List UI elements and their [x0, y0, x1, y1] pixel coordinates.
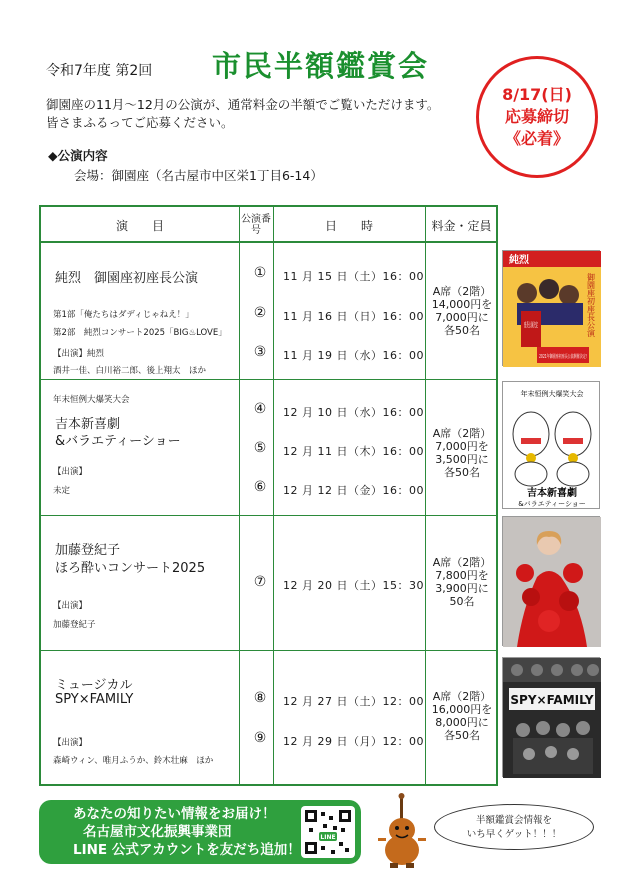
show-date: 12 月 27 日（土）12：00 [283, 695, 424, 708]
price-info: A席（2階） 7,000円を 3,500円に 各50名 [432, 427, 492, 479]
event-edition: 令和7年度 第2回 [46, 63, 153, 79]
show-number: ⑥ [253, 479, 267, 495]
poster2-top: 年末恒例大爆笑大会 [520, 390, 584, 398]
show-number: ⑧ [253, 690, 267, 706]
show-number: ③ [253, 344, 267, 360]
qr-label: LINE [320, 834, 336, 841]
banner-line-2: 名古屋市文化振興事業団 [83, 824, 232, 840]
speech-bubble: 半額鑑賞会情報を いち早くゲット！！！ [434, 804, 594, 850]
poster-kato-art [503, 517, 601, 647]
show-date: 11 月 15 日（土）16：00 [283, 270, 424, 283]
poster-spyfamily-art [503, 658, 601, 778]
show-date: 12 月 11 日（木）16：00 [283, 445, 424, 458]
deadline-note: 《必着》 [504, 129, 569, 148]
show-number: ① [253, 265, 267, 281]
poster2-name: 吉本新喜劇 [527, 488, 577, 499]
poster-yoshimoto [502, 381, 600, 509]
banner-line-3: LINE 公式アカウントを友だち追加！ [73, 842, 301, 858]
program-title: 純烈 御園座初座長公演 [55, 271, 199, 286]
col-datetime: 日 時 [324, 218, 373, 233]
poster1-brand: 純烈 [509, 255, 529, 266]
table-header [41, 207, 496, 243]
qr-code-icon [301, 806, 355, 858]
show-date: 12 月 12 日（金）16：00 [283, 484, 424, 497]
program-title: ミュージカル [55, 678, 133, 693]
program-title: 吉本新喜劇 [55, 417, 121, 432]
bass-mascot-icon [374, 790, 430, 870]
venue-info: 会場：御園座（名古屋市中区栄1丁目6-14） [74, 168, 323, 183]
show-date: 11 月 19 日（水）16：00 [283, 349, 424, 362]
qr-code[interactable] [301, 806, 355, 858]
program-table [39, 205, 498, 786]
poster1-note: 2021年御園座初座長公演開催決定! [539, 354, 619, 360]
poster1-side: 御園座初座長公演 [586, 273, 596, 337]
poster-kato [502, 516, 600, 646]
col-number: 公演番号 [241, 214, 271, 236]
show-date: 12 月 10 日（水）16：00 [283, 406, 424, 419]
poster2-sub: &バラエティーショー [518, 500, 586, 508]
show-number: ⑨ [253, 730, 267, 746]
poster-yoshimoto-art [503, 382, 601, 510]
poster-spyfamily [502, 657, 600, 777]
price-info: A席（2階） 14,000円を 7,000円に 各50名 [431, 285, 493, 337]
deadline-label: 応募締切 [504, 107, 569, 126]
price-info: A席（2階） 7,800円を 3,900円に 50名 [432, 556, 492, 608]
show-number: ⑦ [253, 574, 267, 590]
show-date: 11 月 16 日（日）16：00 [283, 310, 424, 323]
page-title: 市民半額鑑賞会 [212, 49, 430, 83]
line-account-banner[interactable] [39, 800, 361, 864]
col-title: 演 目 [115, 218, 164, 233]
table-row: ミュージカル SPY×FAMILY 【出演】 森崎ウィン、唯月ふうか、鈴木壮麻 ほか ⑧ 12 月 27 日（土）12：00 ⑨ 12 月 29 日（月）12：00 A席（2階） 16,000円を 8,000円に 各50名 [41, 650, 496, 786]
table-row: 純烈 御園座初座長公演 第1部「俺たちはダディじゃねえ！」 第2部 純烈コンサート2025「BIG♨LOVE」 【出演】純烈 酒井一佳、白川裕二郎、後上翔太 ほか ① 11 月 15 日（土）16：00 ② 11 月 16 日（日）16：00 ③ 11 月 19 日（水）16：00 A席（2階） 14,000円を 7,000円に 各50名 [41, 243, 496, 379]
poster-junretsu-art [503, 251, 619, 367]
poster-junretsu [502, 250, 619, 366]
price-info: A席（2階） 16,000円を 8,000円に 各50名 [431, 690, 493, 742]
show-number: ④ [253, 401, 267, 417]
show-number: ② [253, 305, 267, 321]
table-row: 加藤登紀子 ほろ酔いコンサート2025 【出演】 加藤登紀子 ⑦ 12 月 20 日（土）15：30 A席（2階） 7,800円を 3,900円に 50名 [41, 515, 496, 650]
deadline-date: 8/17(日) [502, 85, 572, 104]
poster4-logo: SPY×FAMILY [510, 693, 594, 707]
show-number: ⑤ [253, 440, 267, 456]
show-date: 12 月 29 日（月）12：00 [283, 735, 424, 748]
intro-text: 御園座の11月～12月の公演が、通常料金の半額でご覧いただけます。 皆さまふるってご応募ください。 [46, 97, 440, 130]
section-title: ◆公演内容 [48, 148, 108, 163]
show-date: 12 月 20 日（土）15：30 [283, 579, 424, 592]
table-row: 年末恒例大爆笑大会 吉本新喜劇 &バラエティーショー 【出演】 未定 ④ 12 月 10 日（水）16：00 ⑤ 12 月 11 日（木）16：00 ⑥ 12 月 12 日（金）16：00 A席（2階） 7,000円を 3,500円に 各50名 [41, 379, 496, 515]
banner-line-1: あなたの知りたい情報をお届け！ [73, 806, 276, 822]
col-price: 料金・定員 [431, 218, 492, 233]
program-title: 加藤登紀子 [55, 543, 121, 558]
poster1-badge [524, 320, 538, 329]
deadline-badge [476, 56, 598, 178]
